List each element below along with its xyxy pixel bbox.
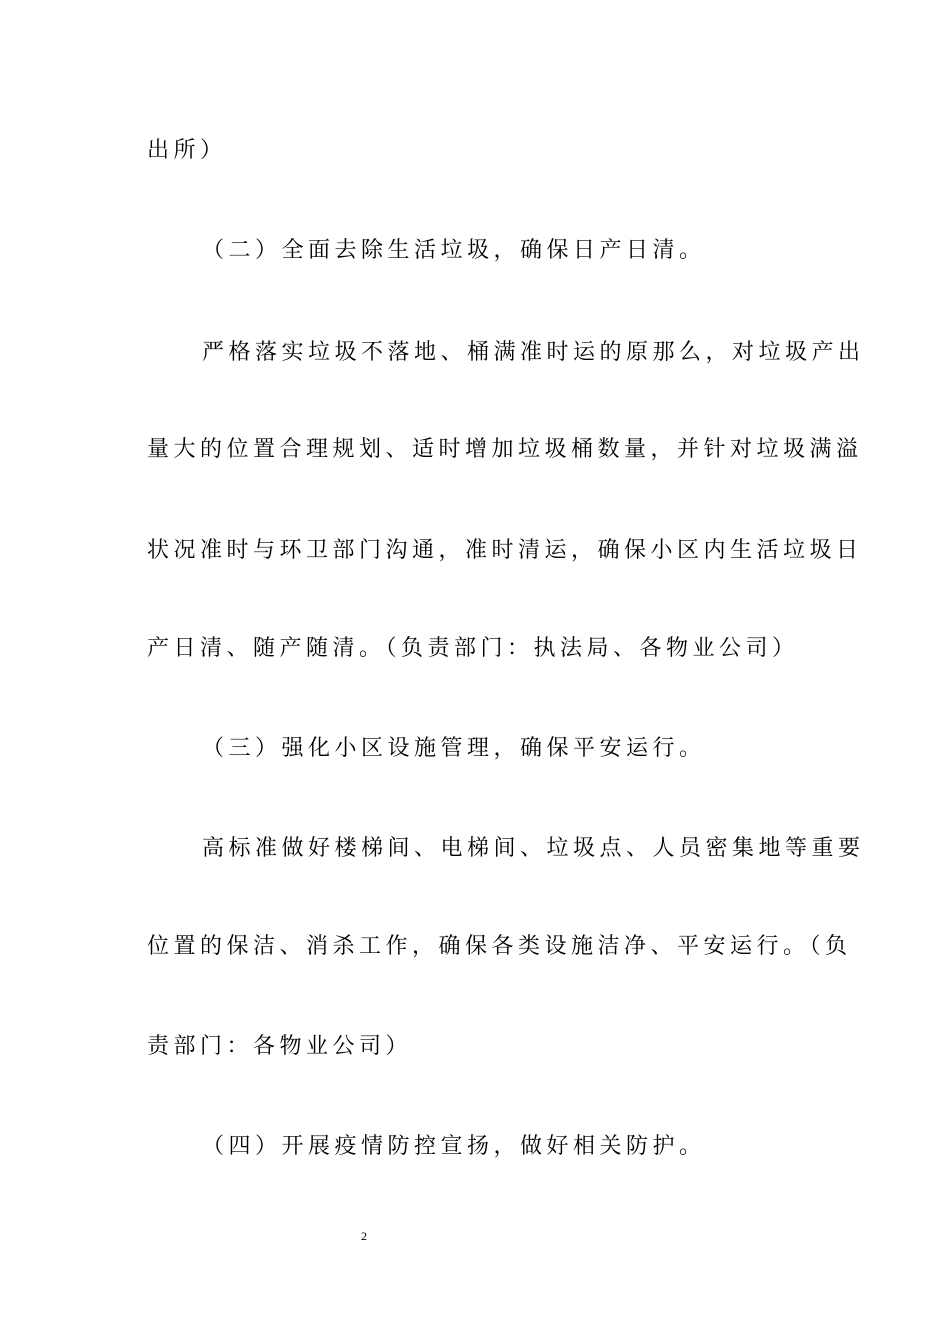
paragraph-line-7: 责部门：各物业公司） <box>147 1034 413 1059</box>
paragraph-line-5: 高标准做好楼梯间、电梯间、垃圾点、人员密集地等重要 <box>202 836 865 861</box>
paragraph-line-6: 位置的保洁、消杀工作，确保各类设施洁净、平安运行。（负 <box>147 934 852 959</box>
section-heading-4: （四）开展疫情防控宣扬，做好相关防护。 <box>202 1134 706 1159</box>
text-line-1: 出所） <box>147 138 227 163</box>
paragraph-line-1: 严格落实垃圾不落地、桶满准时运的原那么，对垃圾产出 <box>202 340 865 365</box>
section-heading-3: （三）强化小区设施管理，确保平安运行。 <box>202 736 706 761</box>
section-heading-2: （二）全面去除生活垃圾，确保日产日清。 <box>202 238 706 263</box>
paragraph-line-3: 状况准时与环卫部门沟通，准时清运，确保小区内生活垃圾日 <box>147 538 863 563</box>
paragraph-line-4: 产日清、随产随清。（负责部门：执法局、各物业公司） <box>147 636 799 661</box>
paragraph-line-2: 量大的位置合理规划、适时增加垃圾桶数量，并针对垃圾满溢 <box>147 437 863 462</box>
page-number: 2 <box>361 1229 367 1243</box>
